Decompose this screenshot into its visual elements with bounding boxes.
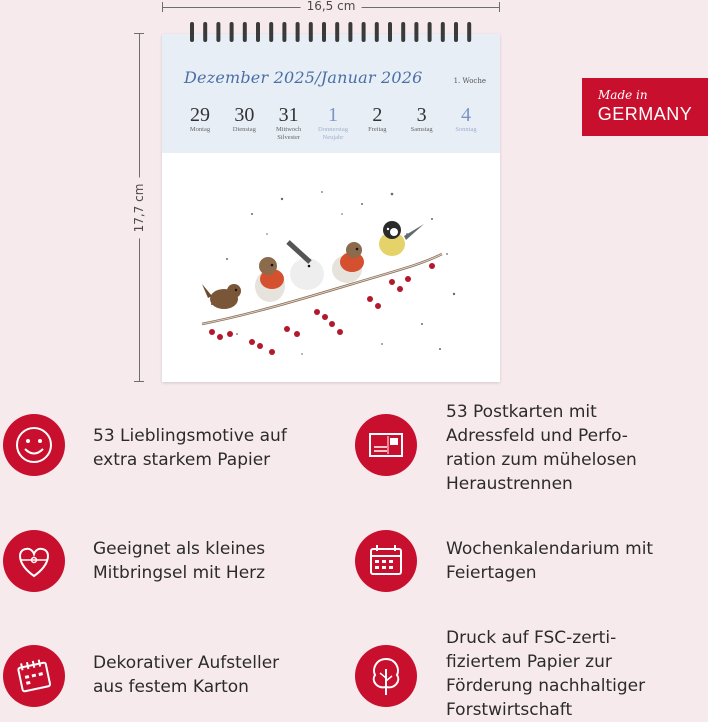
badge-made-in: Made in (598, 88, 648, 102)
birds-illustration (192, 174, 472, 374)
day-name: Montag (189, 126, 211, 133)
spiral-ring (348, 22, 352, 42)
spiral-ring (428, 22, 432, 42)
spiral-ring (388, 22, 392, 42)
feature-line: Heraustrennen (446, 474, 573, 494)
feature-line: Adressfeld und Perfo- (446, 426, 628, 446)
postcard-icon (355, 414, 417, 476)
feature-line: Forstwirtschaft (446, 700, 573, 720)
day-number: 31 (278, 104, 299, 126)
spiral-ring (216, 22, 220, 42)
spiral-ring (322, 22, 326, 42)
spiral-ring (190, 22, 194, 42)
feature-line: Wochenkalendarium mit (446, 539, 654, 559)
feature-gift (93, 537, 265, 585)
day-holiday-name: Silvester (277, 134, 301, 141)
spiral-ring (203, 22, 207, 42)
spiral-ring (467, 22, 471, 42)
spiral-ring (401, 22, 405, 42)
feature-fsc (446, 626, 645, 722)
feature-line: Förderung nachhaltiger (446, 676, 646, 696)
day-2 (355, 104, 399, 150)
calendar-week: 1. Woche (453, 77, 486, 85)
feature-calendarium (446, 537, 653, 585)
day-number: 3 (416, 104, 427, 126)
day-name: Sonntag (455, 126, 477, 133)
day-30 (222, 104, 266, 150)
feature-line: extra starkem Papier (93, 450, 271, 470)
spiral-ring (230, 22, 234, 42)
feature-line: 53 Lieblingsmotive auf (93, 426, 287, 446)
spiral-ring (256, 22, 260, 42)
tree-icon (355, 645, 417, 707)
height-label: 17,7 cm (132, 177, 146, 238)
feature-line: aus festem Karton (93, 677, 249, 697)
smiley-icon (3, 414, 65, 476)
day-29 (178, 104, 222, 150)
calendar-header (162, 34, 500, 153)
spiral-ring (441, 22, 445, 42)
day-number: 4 (460, 104, 471, 126)
spiral-ring (269, 22, 273, 42)
day-1 (311, 104, 355, 150)
calendar-icon (355, 530, 417, 592)
feature-line: fiziertem Papier zur (446, 652, 612, 672)
day-3 (400, 104, 444, 150)
day-31 (267, 104, 311, 150)
width-label: 16,5 cm (301, 0, 362, 13)
spiral-ring (296, 22, 300, 42)
heart-gift-icon (3, 530, 65, 592)
spiral-ring (362, 22, 366, 42)
day-holiday-name: Neujahr (322, 134, 344, 141)
day-number: 2 (372, 104, 383, 126)
calendar-title: Dezember 2025/Januar 2026 (184, 68, 423, 87)
calendar-days (178, 104, 488, 150)
feature-line: Geeignet als kleines (93, 539, 266, 559)
day-name: Samstag (410, 126, 433, 133)
feature-line: Dekorativer Aufsteller (93, 653, 280, 673)
height-dimension (132, 33, 146, 382)
spiral-ring (243, 22, 247, 42)
feature-motifs (93, 424, 287, 472)
spiral-ring (335, 22, 339, 42)
spiral-ring (454, 22, 458, 42)
day-name: Donnerstag (318, 126, 348, 133)
spiral-ring (282, 22, 286, 42)
feature-postcards (446, 400, 637, 496)
width-dimension (162, 0, 500, 14)
feature-line: Feiertagen (446, 563, 537, 583)
spiral-binding (182, 20, 482, 50)
day-4 (444, 104, 488, 150)
feature-line: Mitbringsel mit Herz (93, 563, 266, 583)
feature-line: Druck auf FSC-zerti- (446, 628, 617, 648)
day-number: 30 (234, 104, 255, 126)
feature-line: 53 Postkarten mit (446, 402, 597, 422)
feature-line: ration zum mühelosen (446, 450, 637, 470)
feature-stand (93, 651, 279, 699)
day-number: 1 (327, 104, 338, 126)
desk-calendar-icon (3, 645, 65, 707)
spiral-ring (309, 22, 313, 42)
spiral-ring (414, 22, 418, 42)
badge-germany: GERMANY (597, 104, 693, 124)
day-name: Mittwoch (276, 126, 302, 133)
made-in-germany-badge (582, 78, 708, 136)
desk-calendar-product (162, 34, 500, 382)
day-name: Freitag (368, 126, 387, 133)
day-number: 29 (190, 104, 210, 126)
day-name: Dienstag (232, 126, 256, 133)
spiral-ring (375, 22, 379, 42)
